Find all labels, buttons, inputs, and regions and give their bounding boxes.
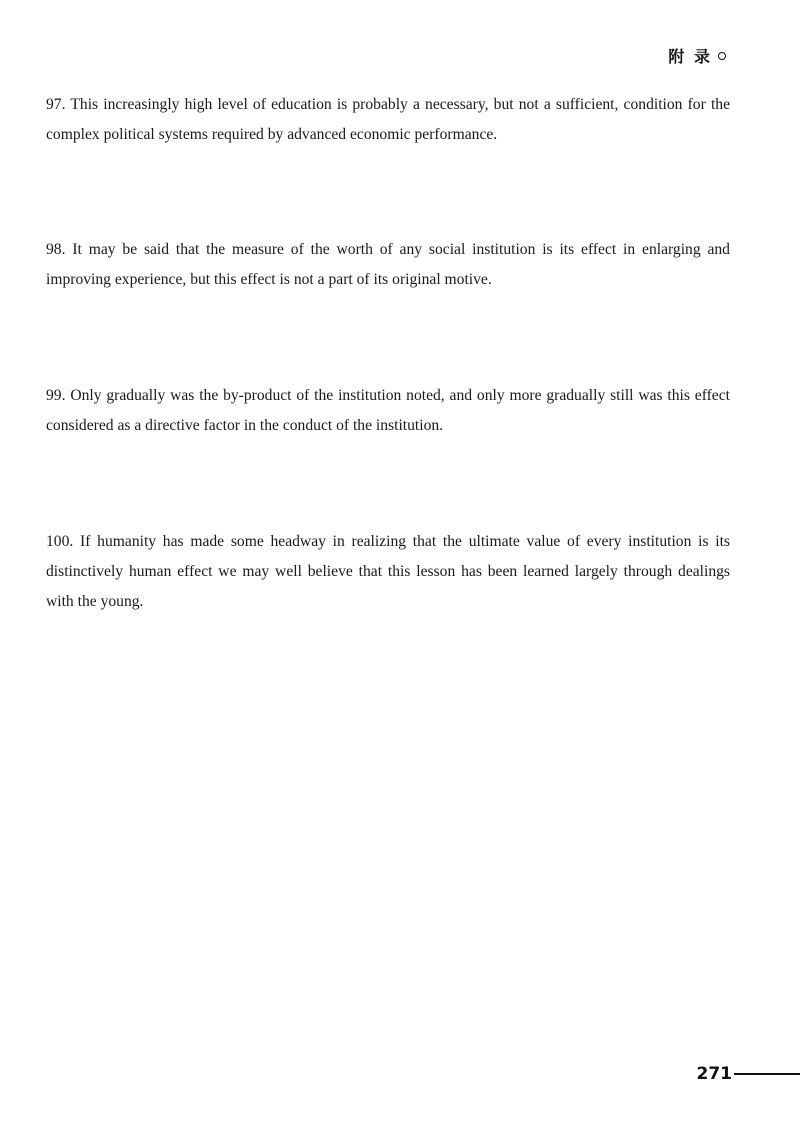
question-number: 98.: [46, 241, 66, 258]
question-text: This increasingly high level of education is probably a necessary, but not a sufficient, condition for the complex political systems required by advanced economic performance.: [46, 96, 730, 143]
circle-bullet-icon: [718, 52, 726, 60]
question-text: It may be said that the measure of the worth of any social institution is its effect in enlarging and improving experience, but this effect is not a part of its original motive.: [46, 241, 730, 288]
question-number: 99.: [46, 387, 66, 404]
question-98: [46, 235, 730, 295]
question-number: 97.: [46, 96, 66, 113]
question-99: [46, 381, 730, 441]
question-text: Only gradually was the by-product of the institution noted, and only more gradually still was this effect considered as a directive factor in the conduct of the institution.: [46, 387, 730, 434]
question-number: 100.: [46, 533, 74, 550]
section-label: 附 录: [668, 47, 712, 66]
page-number: 271: [696, 1064, 732, 1084]
running-header: [668, 44, 726, 67]
question-text: If humanity has made some headway in realizing that the ultimate value of every institution is its distinctively human effect we may well believe that this lesson has been learned largely through dealings with the young.: [46, 533, 730, 610]
question-97: [46, 90, 730, 150]
page-footer: [697, 1064, 800, 1084]
footer-rule: [734, 1073, 800, 1075]
question-100: [46, 527, 730, 617]
